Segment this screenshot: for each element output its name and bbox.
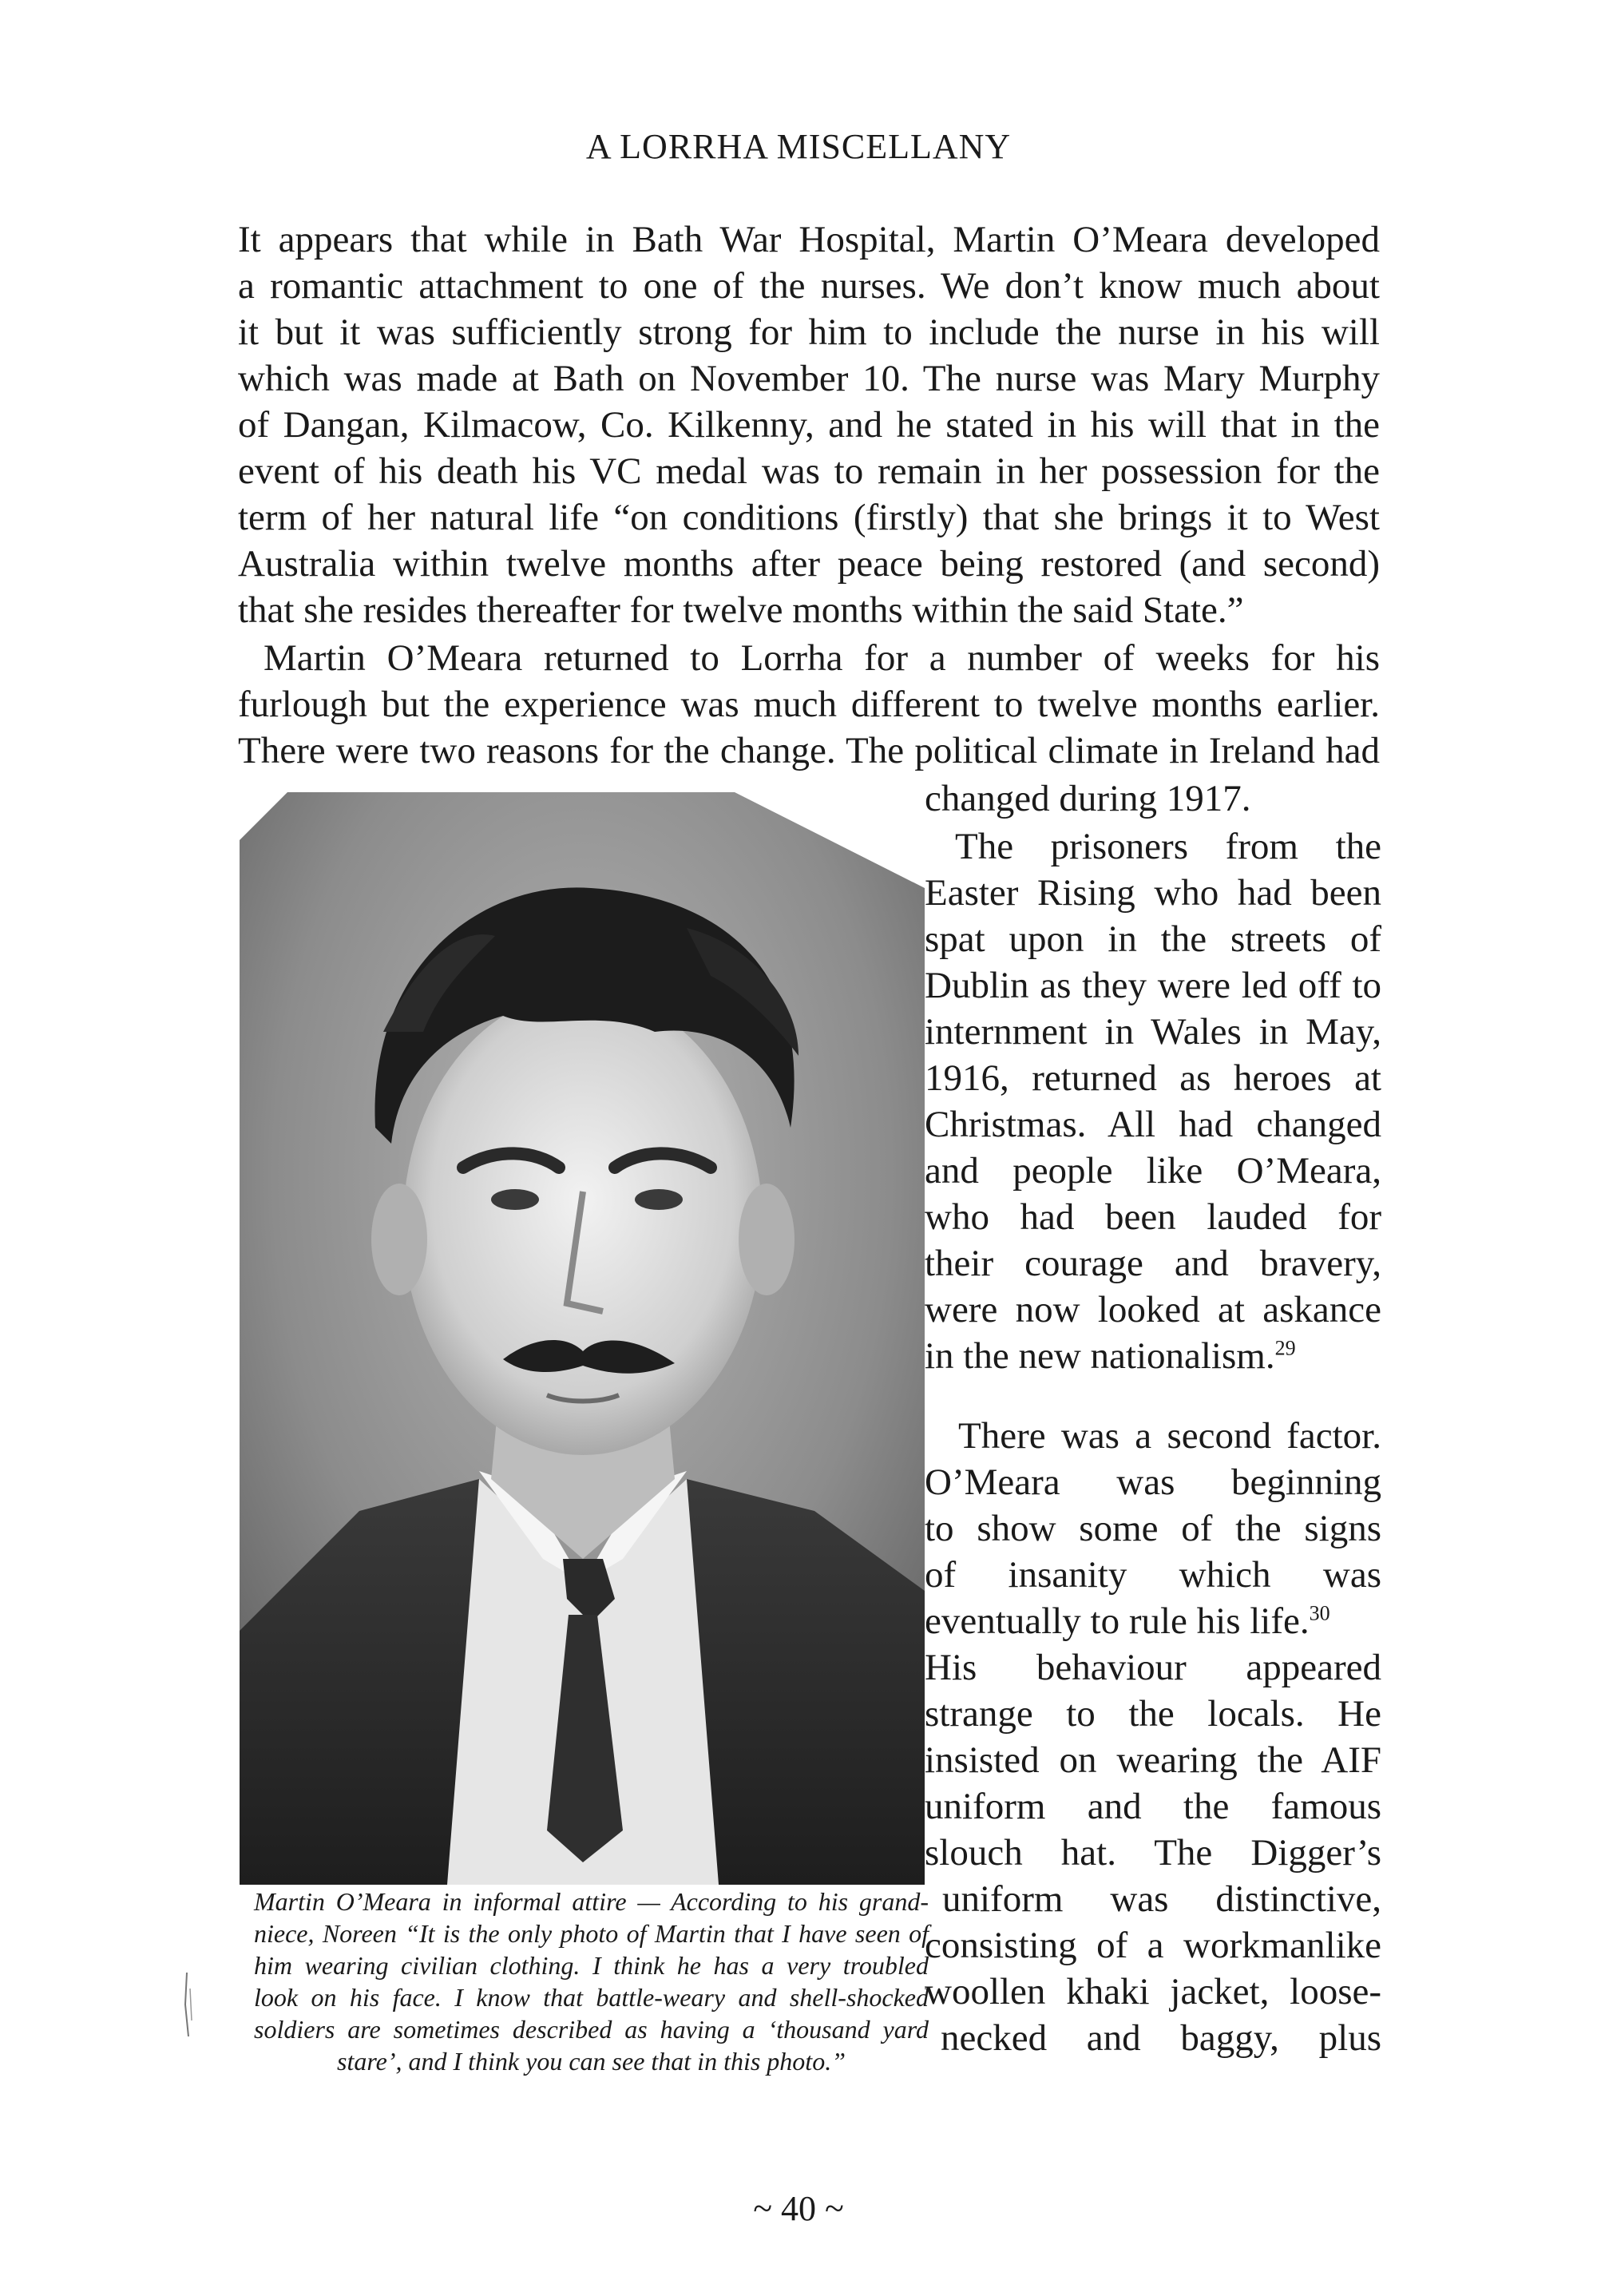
caption-line: him wearing civilian clothing. I think he has a very troubled xyxy=(254,1951,929,1980)
column-line: 1916, returned as heroes at xyxy=(925,1057,1381,1099)
caption-line: Martin O’Meara in informal attire — According to his grand- xyxy=(254,1887,929,1916)
column-line: uniform and the famous xyxy=(925,1786,1381,1827)
footnote-ref: 30 xyxy=(1309,1601,1330,1625)
column-line: internment in Wales in May, xyxy=(925,1011,1381,1053)
column-line: to show some of the signs xyxy=(925,1508,1381,1549)
body-line: event of his death his VC medal was to remain in her possession for the xyxy=(238,450,1380,492)
column-line: their courage and bravery, xyxy=(925,1243,1381,1284)
body-line: that she resides thereafter for twelve months within the said State.” xyxy=(238,589,1244,631)
caption-line: soldiers are sometimes described as having a ‘thousand yard xyxy=(254,2015,929,2044)
body-line: furlough but the experience was much different to twelve months earlier. xyxy=(238,684,1380,725)
body-line: Australia within twelve months after peace being restored (and second) xyxy=(238,543,1380,585)
body-line: term of her natural life “on conditions (firstly) that she brings it to West xyxy=(238,497,1380,538)
column-line xyxy=(925,1334,1381,1378)
body-line: it but it was sufficiently strong for him to include the nurse in his will xyxy=(238,311,1380,353)
column-line-text: in the new nationalism. xyxy=(925,1335,1275,1377)
column-line: The prisoners from the xyxy=(955,826,1381,867)
column-line: changed during 1917. xyxy=(925,778,1251,819)
column-line-text: eventually to rule his life. xyxy=(925,1600,1310,1642)
column-line: of insanity which was xyxy=(925,1554,1381,1596)
column-line: insisted on wearing the AIF xyxy=(925,1739,1381,1781)
column-line xyxy=(925,1599,1381,1644)
column-line: spat upon in the streets of xyxy=(925,918,1381,960)
column-line: who had been lauded for xyxy=(925,1196,1381,1238)
column-line: consisting of a workmanlike xyxy=(925,1925,1381,1966)
margin-mark xyxy=(182,1973,195,2036)
running-head: A LORRHA MISCELLANY xyxy=(585,127,1012,166)
column-line: His behaviour appeared xyxy=(925,1647,1381,1688)
page-number: ~ 40 ~ xyxy=(753,2189,844,2228)
body-line: of Dangan, Kilmacow, Co. Kilkenny, and he stated in his will that in the xyxy=(238,404,1380,446)
column-line: and people like O’Meara, xyxy=(925,1150,1381,1192)
column-line: strange to the locals. He xyxy=(925,1693,1381,1735)
column-line: were now looked at askance xyxy=(925,1289,1381,1330)
body-line: a romantic attachment to one of the nurses. We don’t know much about xyxy=(238,265,1380,307)
footnote-ref: 29 xyxy=(1274,1336,1296,1360)
column-line: Christmas. All had changed xyxy=(925,1104,1381,1145)
portrait-photo xyxy=(240,792,925,1885)
column-line: O’Meara was beginning xyxy=(925,1461,1381,1503)
caption-line: look on his face. I know that battle-weary and shell-shocked xyxy=(254,1983,929,2012)
column-line: slouch hat. The Digger’s xyxy=(925,1832,1381,1874)
column-line: woollen khaki jacket, loose- xyxy=(925,1971,1381,2012)
column-line: Dublin as they were led off to xyxy=(925,965,1381,1006)
column-line: Easter Rising who had been xyxy=(925,872,1381,914)
body-line: There were two reasons for the change. The political climate in Ireland had xyxy=(238,730,1380,771)
column-line: uniform was distinctive, xyxy=(942,1878,1381,1920)
portrait-illustration xyxy=(240,792,925,1885)
body-line: which was made at Bath on November 10. The nurse was Mary Murphy xyxy=(238,358,1380,399)
body-line: Martin O’Meara returned to Lorrha for a number of weeks for his xyxy=(264,637,1380,679)
body-line: It appears that while in Bath War Hospital, Martin O’Meara developed xyxy=(238,219,1380,260)
column-line: There was a second factor. xyxy=(958,1415,1381,1457)
column-line: necked and baggy, plus xyxy=(941,2017,1381,2059)
caption-line: stare’, and I think you can see that in this photo.” xyxy=(337,2047,846,2076)
caption-line: niece, Noreen “It is the only photo of Martin that I have seen of xyxy=(254,1919,929,1948)
